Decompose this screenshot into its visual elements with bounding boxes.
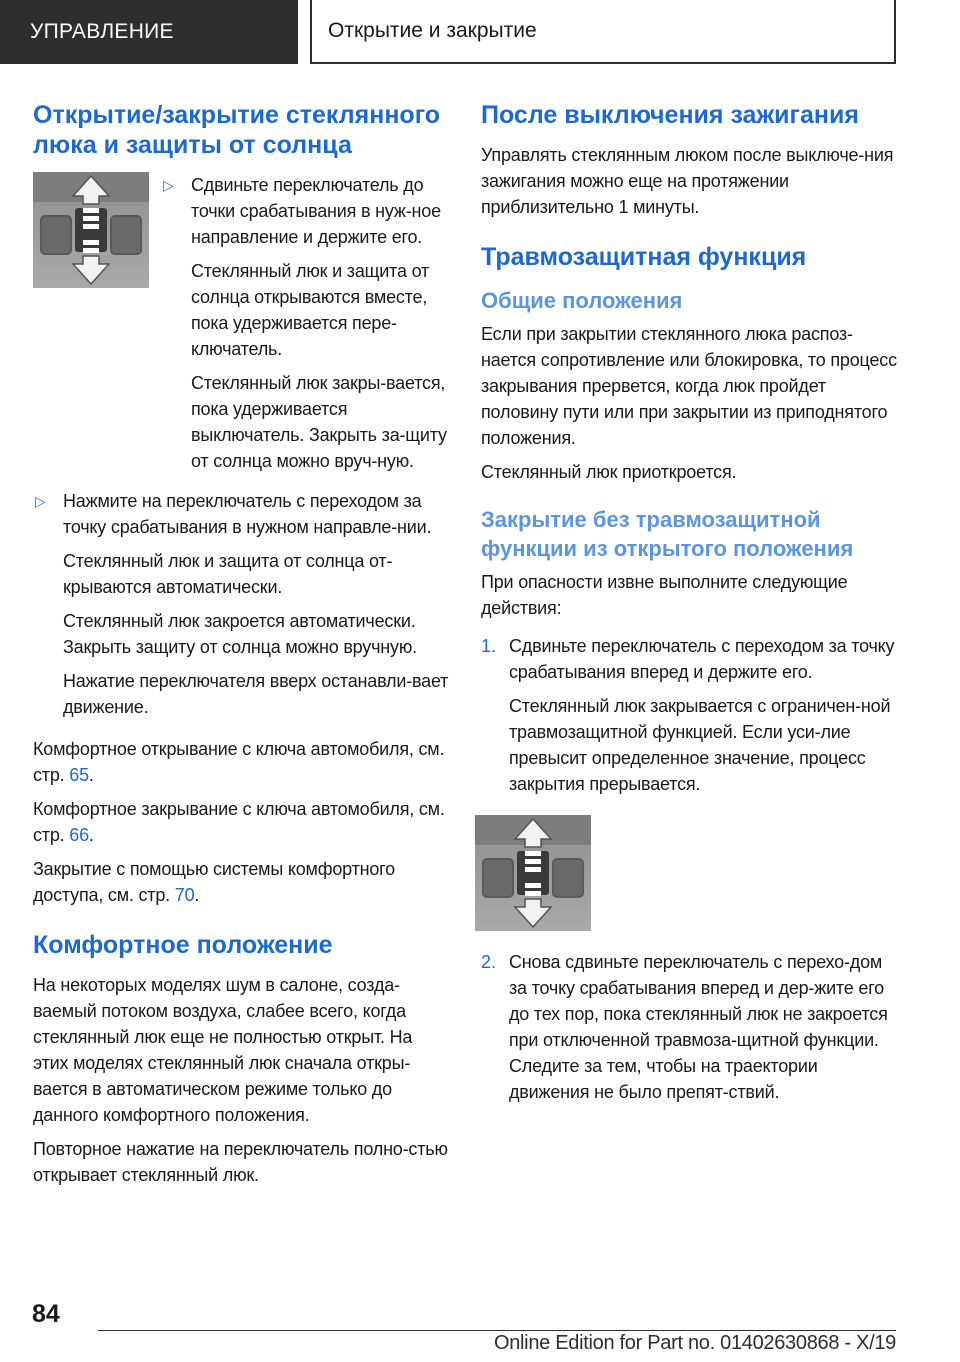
closing-intro-text: При опасности извне выполните следующие действия: xyxy=(481,572,848,618)
sunroof-switch-icon xyxy=(33,172,149,288)
reference-comfort-opening: Комфортное открывание с ключа автомобиля, см. стр. 65. xyxy=(33,739,445,785)
step-2 xyxy=(481,949,901,1105)
bullet-text: Нажмите на переключатель с переходом за точку срабатывания в нужном направле-нии. xyxy=(63,491,432,537)
bullet-press-switch xyxy=(33,488,451,720)
closing-without-protection-heading: Закрытие без травмозащитной функции из открытого положения xyxy=(481,507,854,561)
after-ignition-text: Управлять стеклянным люком после выключе-ния зажигания можно еще на протяжении приблизительно 1 минуты. xyxy=(481,145,894,217)
reference-comfort-closing: Комфортное закрывание с ключа автомобиля, см. стр. 66. xyxy=(33,799,445,845)
step-text: Стеклянный люк закрывается с ограничен-ной травмозащитной функцией. Если уси-лие превысит определенное значение, процесс закрытия прерывается. xyxy=(509,696,891,794)
triangle-bullet-icon: ▷ xyxy=(163,177,174,193)
step-number: 2. xyxy=(481,952,497,972)
bullet-text: Стеклянный люк и защита от солнца открываются вместе, пока удерживается пере-ключатель. xyxy=(191,261,430,359)
page-link-65[interactable]: 65 xyxy=(69,765,89,785)
general-heading: Общие положения xyxy=(481,288,683,313)
general-text: Стеклянный люк приоткроется. xyxy=(481,462,737,482)
comfort-position-heading: Комфортное положение xyxy=(33,931,333,959)
pinch-protection-heading: Травмозащитная функция xyxy=(481,243,807,271)
page-header xyxy=(0,0,960,66)
comfort-position-text: Повторное нажатие на переключатель полно-стью открывает стеклянный люк. xyxy=(33,1139,448,1185)
footer-divider xyxy=(98,1330,896,1331)
chapter-title: Открытие и закрытие xyxy=(310,0,896,64)
step-number: 1. xyxy=(481,636,497,656)
switch-instructions xyxy=(33,172,451,482)
page-link-66[interactable]: 66 xyxy=(69,825,89,845)
step-text: Сдвиньте переключатель с переходом за точку срабатывания вперед и держите его. xyxy=(509,636,895,682)
sunroof-switch-icon xyxy=(475,815,591,931)
bullet-slide-switch xyxy=(161,172,451,482)
reference-comfort-access: Закрытие с помощью системы комфортного доступа, см. стр. 70. xyxy=(33,859,395,905)
general-text: Если при закрытии стеклянного люка распоз-нается сопротивление или блокировка, то процесс закрывания прервется, когда люк пройдет половину пути или при закрытии из приподнятого положения. xyxy=(481,324,897,448)
step-text: Снова сдвиньте переключатель с перехо-дом за точку срабатывания вперед и дер-жите его до тех пор, пока стеклянный люк не закроется при отключенной травмоза-щитной функции. Следите за тем, чтобы на траектории движения не было препят-ствий. xyxy=(509,952,888,1102)
edition-note: Online Edition for Part no. 01402630868 - X/19 xyxy=(493,1332,896,1354)
comfort-position-text: На некоторых моделях шум в салоне, созда-ваемый потоком воздуха, слабее всего, когда стеклянный люк еще не полностью открыт. На этих моделях стеклянный люк сначала откры-вается в автоматическом режиме только до данного комфортного положения. xyxy=(33,975,413,1125)
sunroof-open-close-heading: Открытие/закрытие стеклянного люка и защиты от солнца xyxy=(33,101,441,159)
right-column xyxy=(481,100,901,1113)
page-number: 84 xyxy=(32,1300,60,1328)
left-column xyxy=(33,100,451,1196)
page-link-70[interactable]: 70 xyxy=(174,885,195,905)
bullet-text: Стеклянный люк и защита от солнца от-крываются автоматически. xyxy=(63,551,393,597)
bullet-text: Сдвиньте переключатель до точки срабатывания в нуж-ное направление и держите его. xyxy=(191,175,441,247)
after-ignition-heading: После выключения зажигания xyxy=(481,101,859,129)
bullet-text: Нажатие переключателя вверх останавли-вает движение. xyxy=(63,671,449,717)
section-tab: УПРАВЛЕНИЕ xyxy=(0,0,298,64)
triangle-bullet-icon: ▷ xyxy=(35,493,46,509)
step-1 xyxy=(481,633,901,797)
bullet-text: Стеклянный люк закры-вается, пока удерживается выключатель. Закрыть за-щиту от солнца можно вруч-ную. xyxy=(191,373,447,471)
bullet-text: Стеклянный люк закроется автоматически. Закрыть защиту от солнца можно вручную. xyxy=(63,611,417,657)
